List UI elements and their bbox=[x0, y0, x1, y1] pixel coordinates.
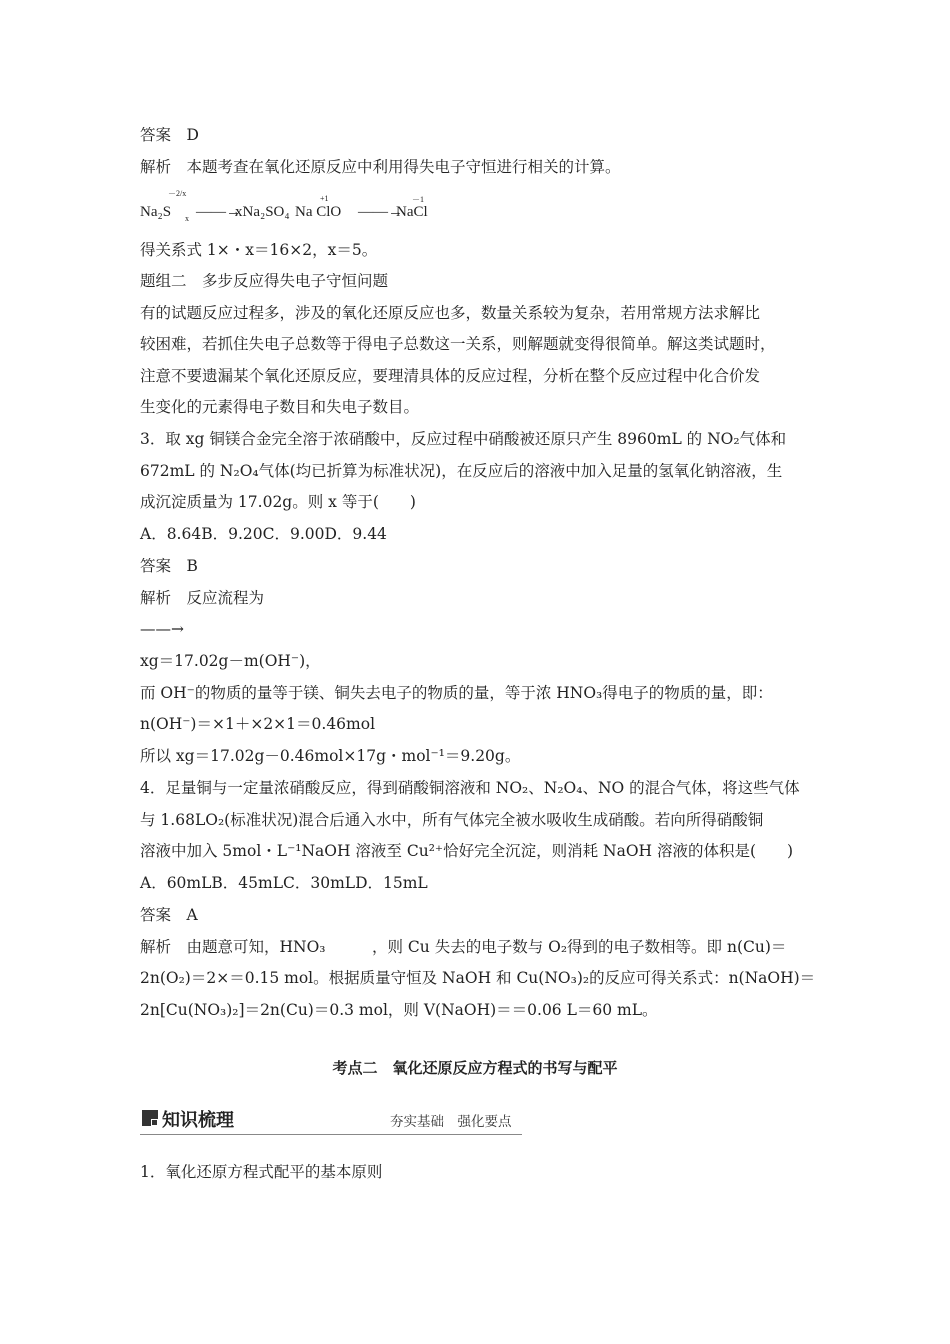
principle-heading: 1．氧化还原方程式配平的基本原则 bbox=[140, 1163, 383, 1181]
section-subtitle: 夯实基础 强化要点 bbox=[390, 1114, 512, 1130]
formula-na2so4: xNa₂SO₄ bbox=[235, 204, 290, 220]
equation-line: 所以 xg＝17.02g－0.46mol×17g・mol⁻¹＝9.20g。 bbox=[140, 747, 521, 765]
square-icon bbox=[142, 1110, 158, 1126]
reaction-formula bbox=[140, 190, 560, 230]
answer-label: 答案 A bbox=[140, 906, 198, 924]
analysis-line-3: 2n[Cu(NO₃)₂]＝2n(Cu)＝0.3 mol，则 V(NaOH)＝＝0.06 L＝60 mL。 bbox=[140, 1001, 658, 1019]
formula-nacl-oxidation: －1 bbox=[412, 195, 424, 204]
question-4-line-3: 溶液中加入 5mol・L⁻¹NaOH 溶液至 Cu²⁺恰好完全沉淀，则消耗 NaOH 溶液的体积是( ) bbox=[140, 842, 794, 860]
explanation-line: 而 OH⁻的物质的量等于镁、铜失去电子的物质的量，等于浓 HNO₃得电子的物质的量，即： bbox=[140, 684, 773, 702]
formula-na2s-subscript: x bbox=[185, 214, 189, 223]
analysis-line-2: 2n(O₂)＝2×＝0.15 mol。根据质量守恒及 NaOH 和 Cu(NO₃)₂的反应可得关系式：n(NaOH)＝ bbox=[140, 969, 816, 987]
formula-arrow-2: ——→ bbox=[358, 204, 403, 220]
paragraph-line-2: 较困难，若抓住失电子总数等于得电子总数这一关系，则解题就变得很简单。解这类试题时， bbox=[140, 335, 776, 353]
analysis-text: 解析 本题考查在氧化还原反应中利用得失电子守恒进行相关的计算。 bbox=[140, 158, 621, 176]
equation-line: n(OH⁻)＝×1＋×2×1＝0.46mol bbox=[140, 715, 376, 733]
question-4-line-2: 与 1.68LO₂(标准状况)混合后通入水中，所有气体完全被水吸收生成硝酸。若向所得硝酸铜 bbox=[140, 811, 764, 829]
question-4-line-1: 4．足量铜与一定量浓硝酸反应，得到硝酸铜溶液和 NO₂、N₂O₄、NO 的混合气体，将这些气体 bbox=[140, 779, 800, 797]
knowledge-section-bar bbox=[140, 1106, 522, 1138]
section-heading: 考点二 氧化还原反应方程式的书写与配平 bbox=[332, 1059, 618, 1077]
formula-nacl: NaCl bbox=[396, 204, 428, 220]
formula-arrow-1: ——→ bbox=[196, 204, 241, 220]
formula-na2s-oxidation: －2/x bbox=[168, 189, 187, 198]
paragraph-line-4: 生变化的元素得电子数目和失电子数目。 bbox=[140, 398, 420, 416]
question-3-options: A．8.64B．9.20C．9.00D．9.44 bbox=[140, 525, 387, 543]
answer-label: 答案 D bbox=[140, 126, 199, 144]
group-title: 题组二 多步反应得失电子守恒问题 bbox=[140, 272, 389, 290]
analysis-text: 解析 反应流程为 bbox=[140, 589, 265, 607]
answer-label: 答案 B bbox=[140, 557, 198, 575]
question-3-line-1: 3．取 xg 铜镁合金完全溶于浓硝酸中，反应过程中硝酸被还原只产生 8960mL 的 NO₂气体和 bbox=[140, 430, 787, 448]
divider bbox=[140, 1134, 522, 1135]
paragraph-line-3: 注意不要遗漏某个氧化还原反应，要理清具体的反应过程，分析在整个反应过程中化合价发 bbox=[140, 367, 761, 385]
flow-arrow: ——→ bbox=[140, 620, 184, 638]
formula-na2s: Na₂S bbox=[140, 204, 172, 220]
section-title: 知识梳理 bbox=[162, 1110, 234, 1131]
formula-naclo-oxidation: +1 bbox=[320, 194, 329, 203]
relation-text: 得关系式 1×・x＝16×2，x＝5。 bbox=[140, 241, 378, 259]
question-3-line-2: 672mL 的 N₂O₄气体(均已折算为标准状况)，在反应后的溶液中加入足量的氢氧化钠溶液，生 bbox=[140, 462, 783, 480]
analysis-line-1: 解析 由题意可知，HNO₃ ，则 Cu 失去的电子数与 O₂得到的电子数相等。即 n(Cu)＝ bbox=[140, 938, 787, 956]
equation-line: xg＝17.02g－m(OH⁻)， bbox=[140, 652, 321, 670]
paragraph-line-1: 有的试题反应过程多，涉及的氧化还原反应也多，数量关系较为复杂，若用常规方法求解比 bbox=[140, 304, 761, 322]
question-4-options: A．60mLB．45mLC．30mLD．15mL bbox=[140, 874, 428, 892]
formula-naclo: Na ClO bbox=[295, 204, 342, 220]
question-3-line-3: 成沉淀质量为 17.02g。则 x 等于( ) bbox=[140, 493, 416, 511]
